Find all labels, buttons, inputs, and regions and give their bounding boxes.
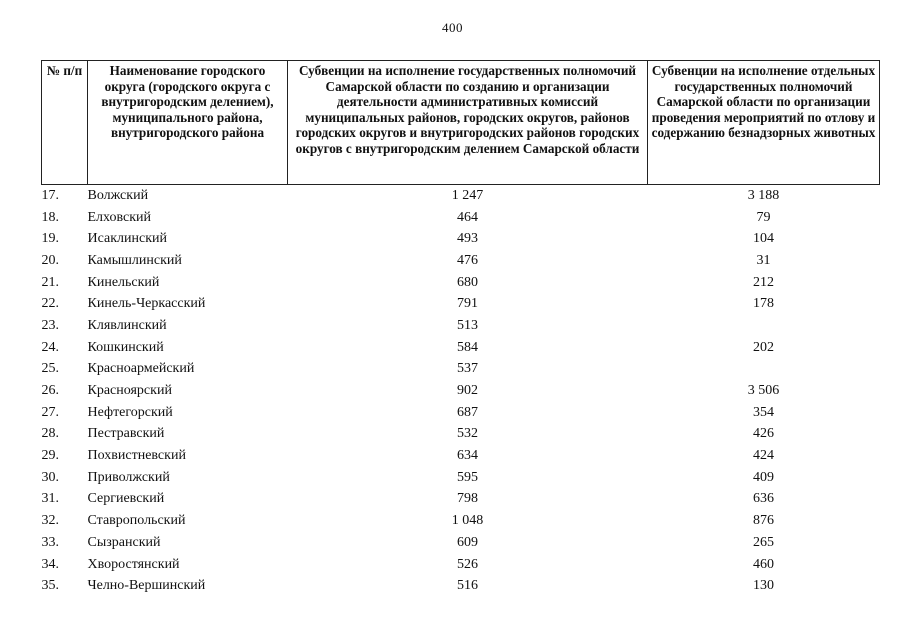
commissions-value: 513 [457,317,478,333]
row-number: 18. [41,209,59,225]
subventions-table [41,60,880,597]
header-commissions-subvention: Субвенции на исполнение государственных полномочий Самарской области по созданию и организации деятельности административных комиссий муниципальных районов, городских округов, районов городских округов и внутригородских районов городских округов с внутригородским делением Самарской области [288,61,648,185]
district-name: Челно-Вершинский [87,578,206,594]
commissions-value: 526 [457,556,478,572]
row-number: 32. [41,513,59,529]
animals-value [648,315,880,337]
header-number: № п/п [42,61,88,185]
row-number: 29. [41,448,59,464]
district-name: Камышлинский [87,252,182,268]
table-row [42,380,880,402]
table-row [42,575,880,597]
table-row [42,337,880,359]
row-number: 35. [41,578,59,594]
table-row [42,445,880,467]
row-number: 25. [41,361,59,377]
row-number: 22. [41,296,59,312]
commissions-value: 537 [457,361,478,377]
district-name: Кошкинский [87,339,164,355]
animals-value: 212 [753,274,774,290]
commissions-value: 902 [457,383,478,399]
commissions-value: 493 [457,231,478,247]
header-animals-subvention: Субвенции на исполнение отдельных государственных полномочий Самарской области по организации проведения мероприятий по отлову и содержанию безнадзорных животных [648,61,880,185]
animals-value: 3 506 [747,383,780,399]
row-number: 31. [41,491,59,507]
animals-value: 3 188 [747,187,780,203]
table-row [42,467,880,489]
commissions-value: 634 [457,448,478,464]
animals-value: 130 [753,578,774,594]
district-name: Красноярский [87,383,172,399]
animals-value [648,359,880,381]
header-name: Наименование городского округа (городского округа с внутригородским делением), муниципального района, внутригородского района [88,61,288,185]
district-name: Елховский [87,209,152,225]
row-number: 23. [41,317,59,333]
row-number: 30. [41,469,59,485]
commissions-value: 584 [457,339,478,355]
table-row [42,185,880,207]
row-number: 19. [41,231,59,247]
table-row [42,554,880,576]
row-number: 24. [41,339,59,355]
row-number: 28. [41,426,59,442]
table-row [42,315,880,337]
table-row [42,489,880,511]
table-row [42,293,880,315]
table-row [42,228,880,250]
district-name: Хворостянский [87,556,180,572]
district-name: Кинель-Черкасский [87,296,206,312]
animals-value: 876 [753,513,774,529]
animals-value: 409 [753,469,774,485]
table-row [42,250,880,272]
table-header-row [42,61,880,185]
district-name: Ставропольский [87,513,186,529]
district-name: Волжский [87,187,149,203]
row-number: 21. [41,274,59,290]
commissions-value: 516 [457,578,478,594]
commissions-value: 1 048 [451,513,484,529]
animals-value: 265 [753,534,774,550]
animals-value: 178 [753,296,774,312]
district-name: Нефтегорский [87,404,173,420]
table-row [42,359,880,381]
table-row [42,424,880,446]
row-number: 20. [41,252,59,268]
district-name: Сергиевский [87,491,165,507]
district-name: Кинельский [87,274,160,290]
table-row [42,532,880,554]
district-name: Клявлинский [87,317,167,333]
animals-value: 424 [753,448,774,464]
table-row [42,402,880,424]
animals-value: 460 [753,556,774,572]
commissions-value: 532 [457,426,478,442]
animals-value: 354 [753,404,774,420]
commissions-value: 1 247 [451,187,484,203]
district-name: Похвистневский [87,448,186,464]
commissions-value: 464 [457,209,478,225]
animals-value: 202 [753,339,774,355]
commissions-value: 609 [457,534,478,550]
animals-value: 426 [753,426,774,442]
district-name: Красноармейский [87,361,195,377]
row-number: 26. [41,383,59,399]
table-row [42,207,880,229]
animals-value: 104 [753,231,774,247]
animals-value: 79 [756,209,771,225]
row-number: 27. [41,404,59,420]
animals-value: 636 [753,491,774,507]
row-number: 17. [41,187,59,203]
district-name: Пестравский [87,426,165,442]
page-number: 400 [442,20,463,35]
table-body [42,185,880,598]
commissions-value: 680 [457,274,478,290]
district-name: Исаклинский [87,231,167,247]
commissions-value: 476 [457,252,478,268]
table-row [42,510,880,532]
commissions-value: 687 [457,404,478,420]
commissions-value: 595 [457,469,478,485]
commissions-value: 791 [457,296,478,312]
row-number: 34. [41,556,59,572]
row-number: 33. [41,534,59,550]
district-name: Сызранский [87,534,161,550]
animals-value: 31 [756,252,771,268]
district-name: Приволжский [87,469,170,485]
table-row [42,272,880,294]
commissions-value: 798 [457,491,478,507]
